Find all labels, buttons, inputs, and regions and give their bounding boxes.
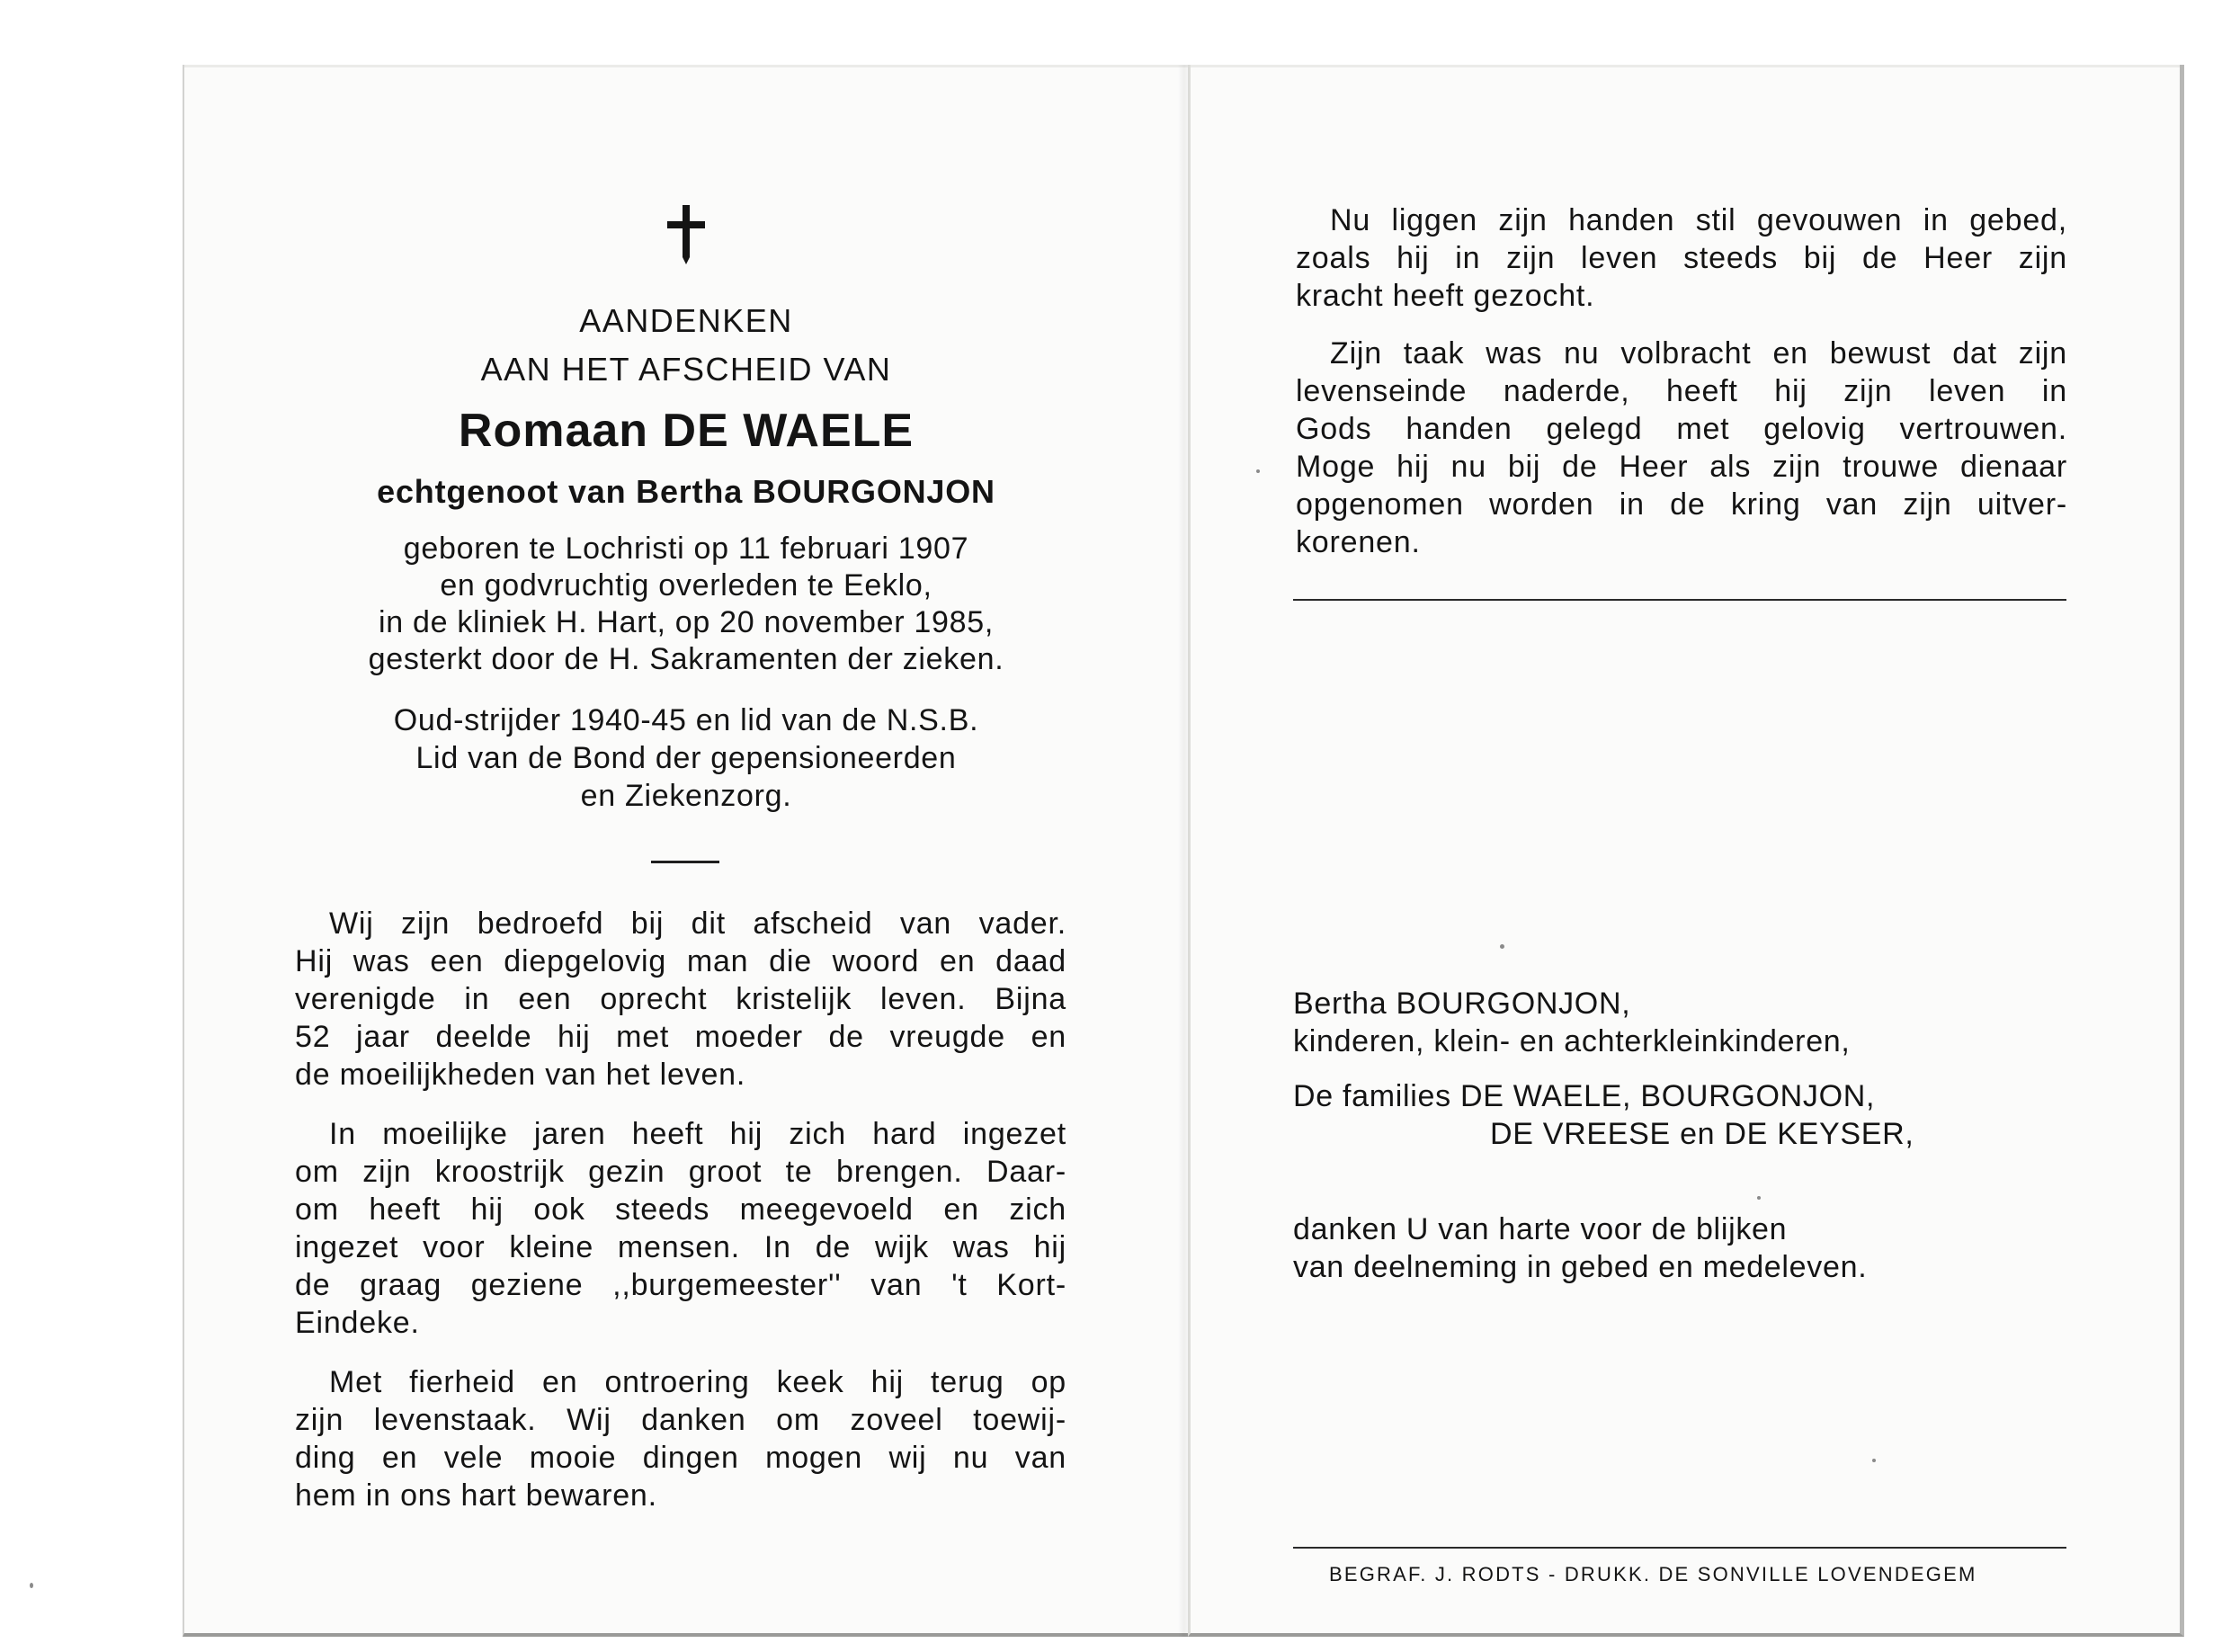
prayer-paragraph <box>1296 201 2067 315</box>
families-line: DE VREESE en DE KEYSER, <box>1490 1117 1914 1151</box>
family-line: kinderen, klein- en achterkleinkinderen, <box>1293 1024 1851 1058</box>
families-line: De families DE WAELE, BOURGONJON, <box>1293 1079 1876 1113</box>
details-line: geboren te Lochristi op 11 februari 1907 <box>403 531 969 566</box>
thanks-message <box>1293 1210 1867 1286</box>
paragraph-line: levenseinde naderde, heeft hij zijn leven in <box>1296 374 2067 408</box>
paper-speck <box>30 1583 33 1588</box>
tribute-paragraph <box>295 1115 1066 1342</box>
heading-line: AAN HET AFSCHEID VAN <box>480 351 892 388</box>
prayer-paragraph <box>1296 335 2067 561</box>
paragraph-line: verenigde in een oprecht kristelijk leven. Bijna <box>295 982 1066 1016</box>
card-fold <box>1178 65 1191 1637</box>
membership-line: Oud-strijder 1940-45 en lid van de N.S.B. <box>393 703 979 737</box>
thanks-line: danken U van harte voor de blijken <box>1293 1212 1788 1246</box>
family-line: Bertha BOURGONJON, <box>1293 987 1631 1021</box>
details-line: in de kliniek H. Hart, op 20 november 1985, <box>378 605 995 639</box>
paragraph-line: Wij zijn bedroefd bij dit afscheid van vader. <box>329 906 1066 941</box>
family-signature <box>1293 985 1851 1060</box>
paragraph-line: korenen. <box>1296 525 1421 559</box>
paragraph-line: Moge hij nu bij de Heer als zijn trouwe dienaar <box>1296 450 2067 484</box>
section-divider <box>651 861 719 863</box>
paragraph-line: Zijn taak was nu volbracht en bewust dat zijn <box>1330 336 2067 371</box>
paper-speck <box>1872 1459 1876 1462</box>
paragraph-line: zoals hij in zijn leven steeds bij de Heer zijn <box>1296 241 2067 275</box>
paragraph-line: om zijn kroostrijk gezin groot te brengen. Daar- <box>295 1155 1066 1189</box>
paragraph-line: Eindeke. <box>295 1306 420 1340</box>
tribute-paragraph <box>295 905 1066 1094</box>
horizontal-rule <box>1293 599 2066 601</box>
birth-death-details <box>272 531 1100 678</box>
details-line: en godvruchtig overleden te Eeklo, <box>440 568 933 603</box>
paper-speck <box>1256 469 1260 473</box>
cross-icon <box>665 205 707 264</box>
paragraph-line: hem in ons hart bewaren. <box>295 1478 657 1513</box>
membership-details <box>272 701 1100 815</box>
paragraph-line: de moeilijkheden van het leven. <box>295 1058 746 1092</box>
printer-credit: BEGRAF. J. RODTS - DRUKK. DE SONVILLE LOVENDEGEM <box>1329 1563 1977 1585</box>
families-names <box>1293 1077 1914 1153</box>
paragraph-line: 52 jaar deelde hij met moeder de vreugde en <box>295 1020 1066 1054</box>
details-line: gesterkt door de H. Sakramenten der zieken. <box>368 642 1004 676</box>
footer-rule <box>1293 1547 2066 1549</box>
deceased-name: Romaan DE WAELE <box>458 405 915 457</box>
paragraph-line: zijn levenstaak. Wij danken om zoveel toewij- <box>295 1403 1066 1437</box>
paragraph-line: de graag geziene ,,burgemeester'' van 't Kort- <box>295 1268 1066 1302</box>
heading-line: AANDENKEN <box>579 302 793 339</box>
paragraph-line: Nu liggen zijn handen stil gevouwen in gebed, <box>1330 203 2067 237</box>
paragraph-line: ingezet voor kleine mensen. In de wijk was hij <box>295 1230 1066 1264</box>
paper-speck <box>1757 1196 1761 1200</box>
tribute-paragraph <box>295 1363 1066 1514</box>
paragraph-line: kracht heeft gezocht. <box>1296 279 1595 313</box>
paragraph-line: In moeilijke jaren heeft hij zich hard ingezet <box>329 1117 1066 1151</box>
thanks-line: van deelneming in gebed en medeleven. <box>1293 1250 1868 1284</box>
paragraph-line: Met fierheid en ontroering keek hij terug op <box>329 1365 1066 1399</box>
paragraph-line: opgenomen worden in de kring van zijn uitver- <box>1296 487 2067 522</box>
spouse-line: echtgenoot van Bertha BOURGONJON <box>377 473 995 510</box>
paragraph-line: om heeft hij ook steeds meegevoeld en zich <box>295 1192 1066 1227</box>
paper-speck <box>1500 944 1504 949</box>
memorial-heading <box>272 297 1100 394</box>
membership-line: en Ziekenzorg. <box>580 779 792 813</box>
membership-line: Lid van de Bond der gepensioneerden <box>415 741 957 775</box>
paragraph-line: Gods handen gelegd met gelovig vertrouwen. <box>1296 412 2067 446</box>
paragraph-line: ding en vele mooie dingen mogen wij nu van <box>295 1441 1066 1475</box>
paragraph-line: Hij was een diepgelovig man die woord en daad <box>295 944 1066 978</box>
